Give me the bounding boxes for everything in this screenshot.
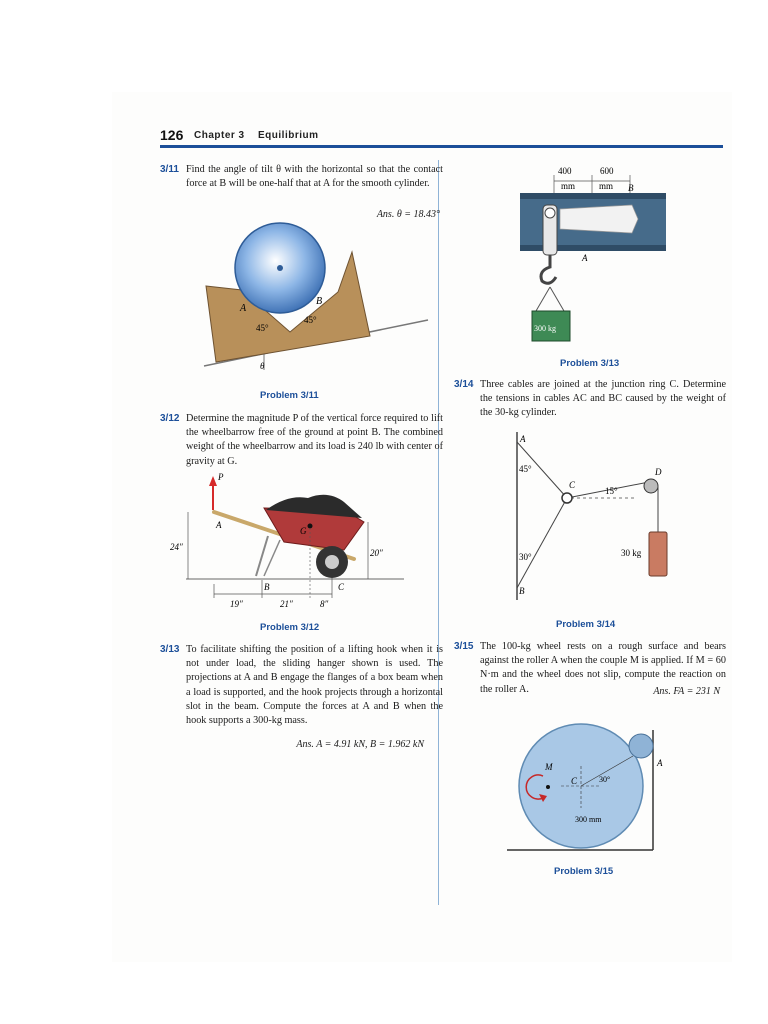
column-divider	[438, 160, 439, 905]
chapter-label: Chapter 3	[194, 130, 245, 141]
header-rule	[160, 145, 723, 148]
junction-ring	[562, 493, 572, 503]
problem-3-12	[160, 412, 443, 469]
sliding-hanger	[560, 205, 638, 233]
chapter-title: Equilibrium	[258, 130, 319, 141]
figure-3-13	[512, 163, 672, 353]
answer-3-13: Ans. A = 4.91 kN, B = 1.962 kN	[296, 739, 424, 750]
problem-number: 3/15	[454, 641, 474, 652]
problem-3-14	[454, 378, 726, 421]
label-a: A	[216, 520, 222, 530]
dim-24-label: 24″	[170, 542, 183, 552]
dim-20-label: 20″	[370, 548, 383, 558]
problem-text: Determine the magnitude P of the vertical force required to lift the wheelbarrow free of the ground at point B. The combined weight of the wheelbarrow and its load is 240 lb with center of gravity at G.	[186, 413, 443, 467]
angle-left-label: 45°	[256, 323, 269, 333]
angle-right-label: 45°	[304, 315, 317, 325]
angle-45-label: 45°	[519, 464, 532, 474]
hook	[541, 255, 556, 283]
cg-point	[308, 524, 313, 529]
dim-400: 400	[558, 166, 572, 176]
label-a: A	[240, 303, 247, 314]
page-number: 126	[160, 127, 184, 143]
dim-600: 600	[600, 166, 614, 176]
caption-3-13: Problem 3/13	[560, 358, 620, 369]
caption-3-12: Problem 3/12	[260, 622, 320, 633]
label-a: A	[520, 434, 526, 444]
problem-text: Three cables are joined at the junction ring C. Determine the tensions in cables AC and BC caused by the weight of the 30-kg cylinder.	[480, 379, 726, 419]
dim-unit-2: mm	[599, 181, 614, 191]
label-a: A	[582, 253, 588, 263]
barrow-brace	[264, 540, 280, 576]
problem-text: To facilitate shifting the position of a lifting hook when it is not under load, the sliding hanger shown is used. The projections at A and B engage the flanges of a box beam when a load is supported, and the hook projects through a horizontal slot in the beam. Compute the forces at A and B when the hook supports a 300-kg mass.	[186, 644, 443, 727]
label-c: C	[338, 582, 345, 592]
problem-text: The 100-kg wheel rests on a rough surface and bears against the roller A when the couple M is applied. If M = 60 N·m and the wheel does not slip, compute the reaction on the roller A.	[480, 641, 726, 695]
radius-label: 300 mm	[575, 815, 602, 824]
pulley	[644, 479, 658, 493]
theta-label: θ	[260, 361, 265, 371]
problem-number: 3/13	[160, 644, 180, 655]
label-c: C	[571, 776, 578, 786]
mass-label: 300 kg	[534, 324, 556, 333]
answer-3-11: Ans. θ = 18.43°	[376, 209, 440, 220]
force-p-arrowhead	[209, 476, 217, 486]
angle-30-label: 30°	[519, 552, 532, 562]
label-c: C	[569, 480, 576, 490]
problem-3-13	[160, 643, 443, 728]
caption-3-11: Problem 3/11	[260, 390, 319, 401]
label-b: B	[316, 296, 323, 307]
label-a: A	[657, 758, 663, 768]
problem-text: Find the angle of tilt θ with the horizontal so that the contact force at B will be one-half that at A for the smooth cylinder.	[186, 164, 443, 190]
label-d: D	[655, 467, 662, 477]
figure-3-11	[190, 218, 430, 378]
figure-3-15	[505, 722, 680, 857]
mass-label: 30 kg	[621, 548, 642, 558]
dim-21-label: 21″	[280, 599, 293, 609]
problem-number: 3/12	[160, 413, 180, 424]
problem-number: 3/11	[160, 164, 179, 175]
answer-3-15: Ans. FA = 231 N	[653, 686, 720, 697]
problem-3-11	[160, 163, 443, 191]
label-b: B	[519, 586, 525, 596]
roller-a	[629, 734, 653, 758]
label-p: P	[218, 472, 224, 482]
label-b: B	[264, 582, 270, 592]
problem-number: 3/14	[454, 379, 474, 390]
caption-3-14: Problem 3/14	[556, 619, 616, 630]
wheel-hub	[325, 555, 339, 569]
label-m: M	[545, 762, 553, 772]
label-g: G	[300, 526, 307, 536]
dim-unit-1: mm	[561, 181, 576, 191]
angle-15-label: 15°	[605, 486, 618, 496]
cable-bc	[517, 498, 567, 588]
cylinder-weight	[649, 532, 667, 576]
dim-19-label: 19″	[230, 599, 243, 609]
cylinder-center	[277, 265, 283, 271]
chain-left	[536, 287, 550, 311]
label-b: B	[628, 183, 634, 193]
figure-3-12	[168, 468, 416, 618]
chain-right	[550, 287, 564, 311]
figure-3-14	[505, 428, 685, 606]
dim-8-label: 8″	[320, 599, 329, 609]
angle-30-label: 30°	[599, 775, 611, 784]
caption-3-15: Problem 3/15	[554, 866, 614, 877]
